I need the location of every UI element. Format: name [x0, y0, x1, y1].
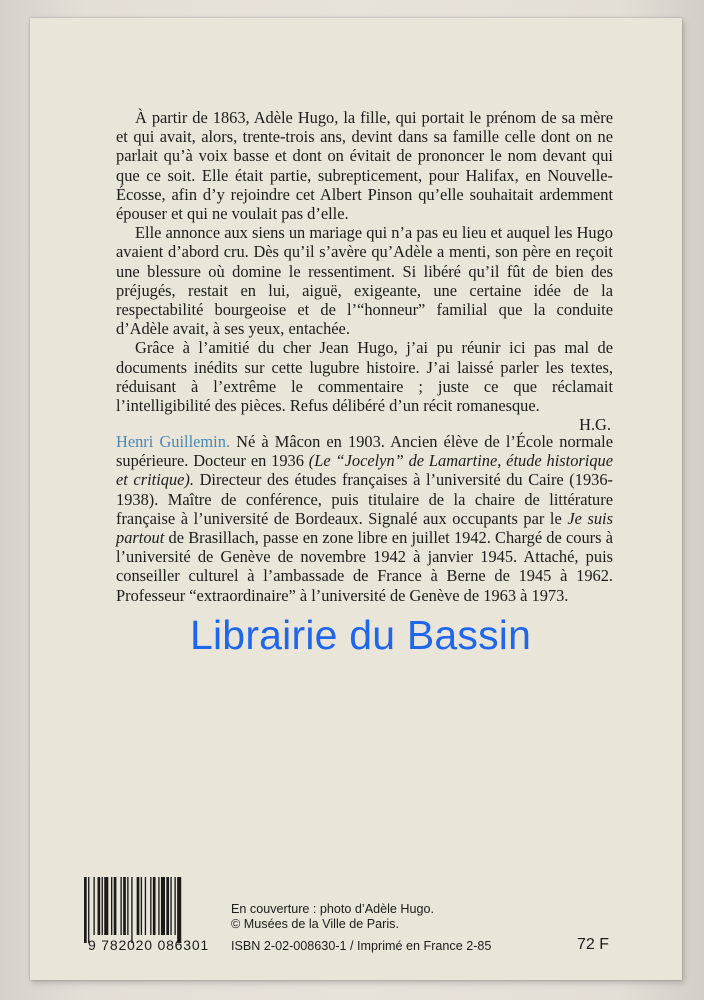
newspaper-title: Je suis partout — [116, 508, 613, 548]
cover-credits — [231, 902, 434, 931]
signature: H.G. — [579, 415, 611, 435]
barcode-digits: 9 782020 086301 — [88, 937, 209, 953]
bio-text-1: Né à Mâcon en 1903. Ancien élève de l’École normale supérieure. Docteur en 1936 — [116, 432, 613, 471]
author-bio — [116, 432, 613, 605]
price: 72 F — [577, 936, 610, 953]
summary-paragraph-1: À partir de 1863, Adèle Hugo, la fille, qui portait le prénom de sa mère et qui avait, alors, trente-trois ans, devint dans sa famille celle dont on ne parlait qu’à voix basse et dont on évitait de prononcer le nom devant qui que ce soit. Elle était partie, subrepticement, pour Halifax, en Nouvelle-Écosse, afin d’y rejoindre cet Albert Pinson qu’elle souhaitait ardemment épouser et qui ne voulait pas d’elle. — [116, 108, 613, 224]
bio-text-3: de Brasillach, passe en zone libre en juillet 1942. Chargé de cours à l’université de Genève de novembre 1942 à janvier 1945. Attaché, puis conseiller culturel à l’ambassade de France à Berne de 1945 à 1962. Professeur “extraordinaire” à l’université de Genève de 1963 à 1973. — [116, 528, 613, 605]
isbn-line: ISBN 2-02-008630-1 / Imprimé en France 2-85 — [231, 939, 492, 953]
author-name: Henri Guillemin. — [116, 432, 231, 451]
summary-paragraph-3: Grâce à l’amitié du cher Jean Hugo, j’ai pu réunir ici pas mal de documents inédits sur cette lugubre histoire. J’ai laissé parler les textes, réduisant à l’extrême le commentaire ; juste ce que réclamait l’intelligibilité des pièces. Refus délibéré d’un récit romanesque. — [116, 338, 613, 416]
bio-text-2: Directeur des études françaises à l’université du Caire (1936-1938). Maître de conférence, puis titulaire de la chaire de littérature française à l’université de Bordeaux. Signalé aux occupants par le — [116, 470, 613, 528]
cover-credit-line-2: © Musées de la Ville de Paris. — [231, 916, 399, 931]
cover-credit-line-1: En couverture : photo d’Adèle Hugo. — [231, 902, 435, 916]
thesis-title: (Le “Jocelyn” de Lamartine, étude historique et critique). — [116, 451, 613, 490]
summary-text — [116, 108, 613, 434]
summary-paragraph-2: Elle annonce aux siens un mariage qui n’a pas eu lieu et auquel les Hugo avaient d’abord cru. Dès qu’il s’avère qu’Adèle a menti, son père en reçoit une blessure où domine le ressentiment. Si libéré qu’il fût de bien des préjugés, restait en lui, aiguë, exigeante, une certaine idée de la respectabilité bourgeoise et de l’“honneur” familial que la conduite d’Adèle avait, à ses yeux, entachée. — [116, 223, 613, 339]
bookseller-watermark: Librairie du Bassin — [190, 612, 532, 658]
